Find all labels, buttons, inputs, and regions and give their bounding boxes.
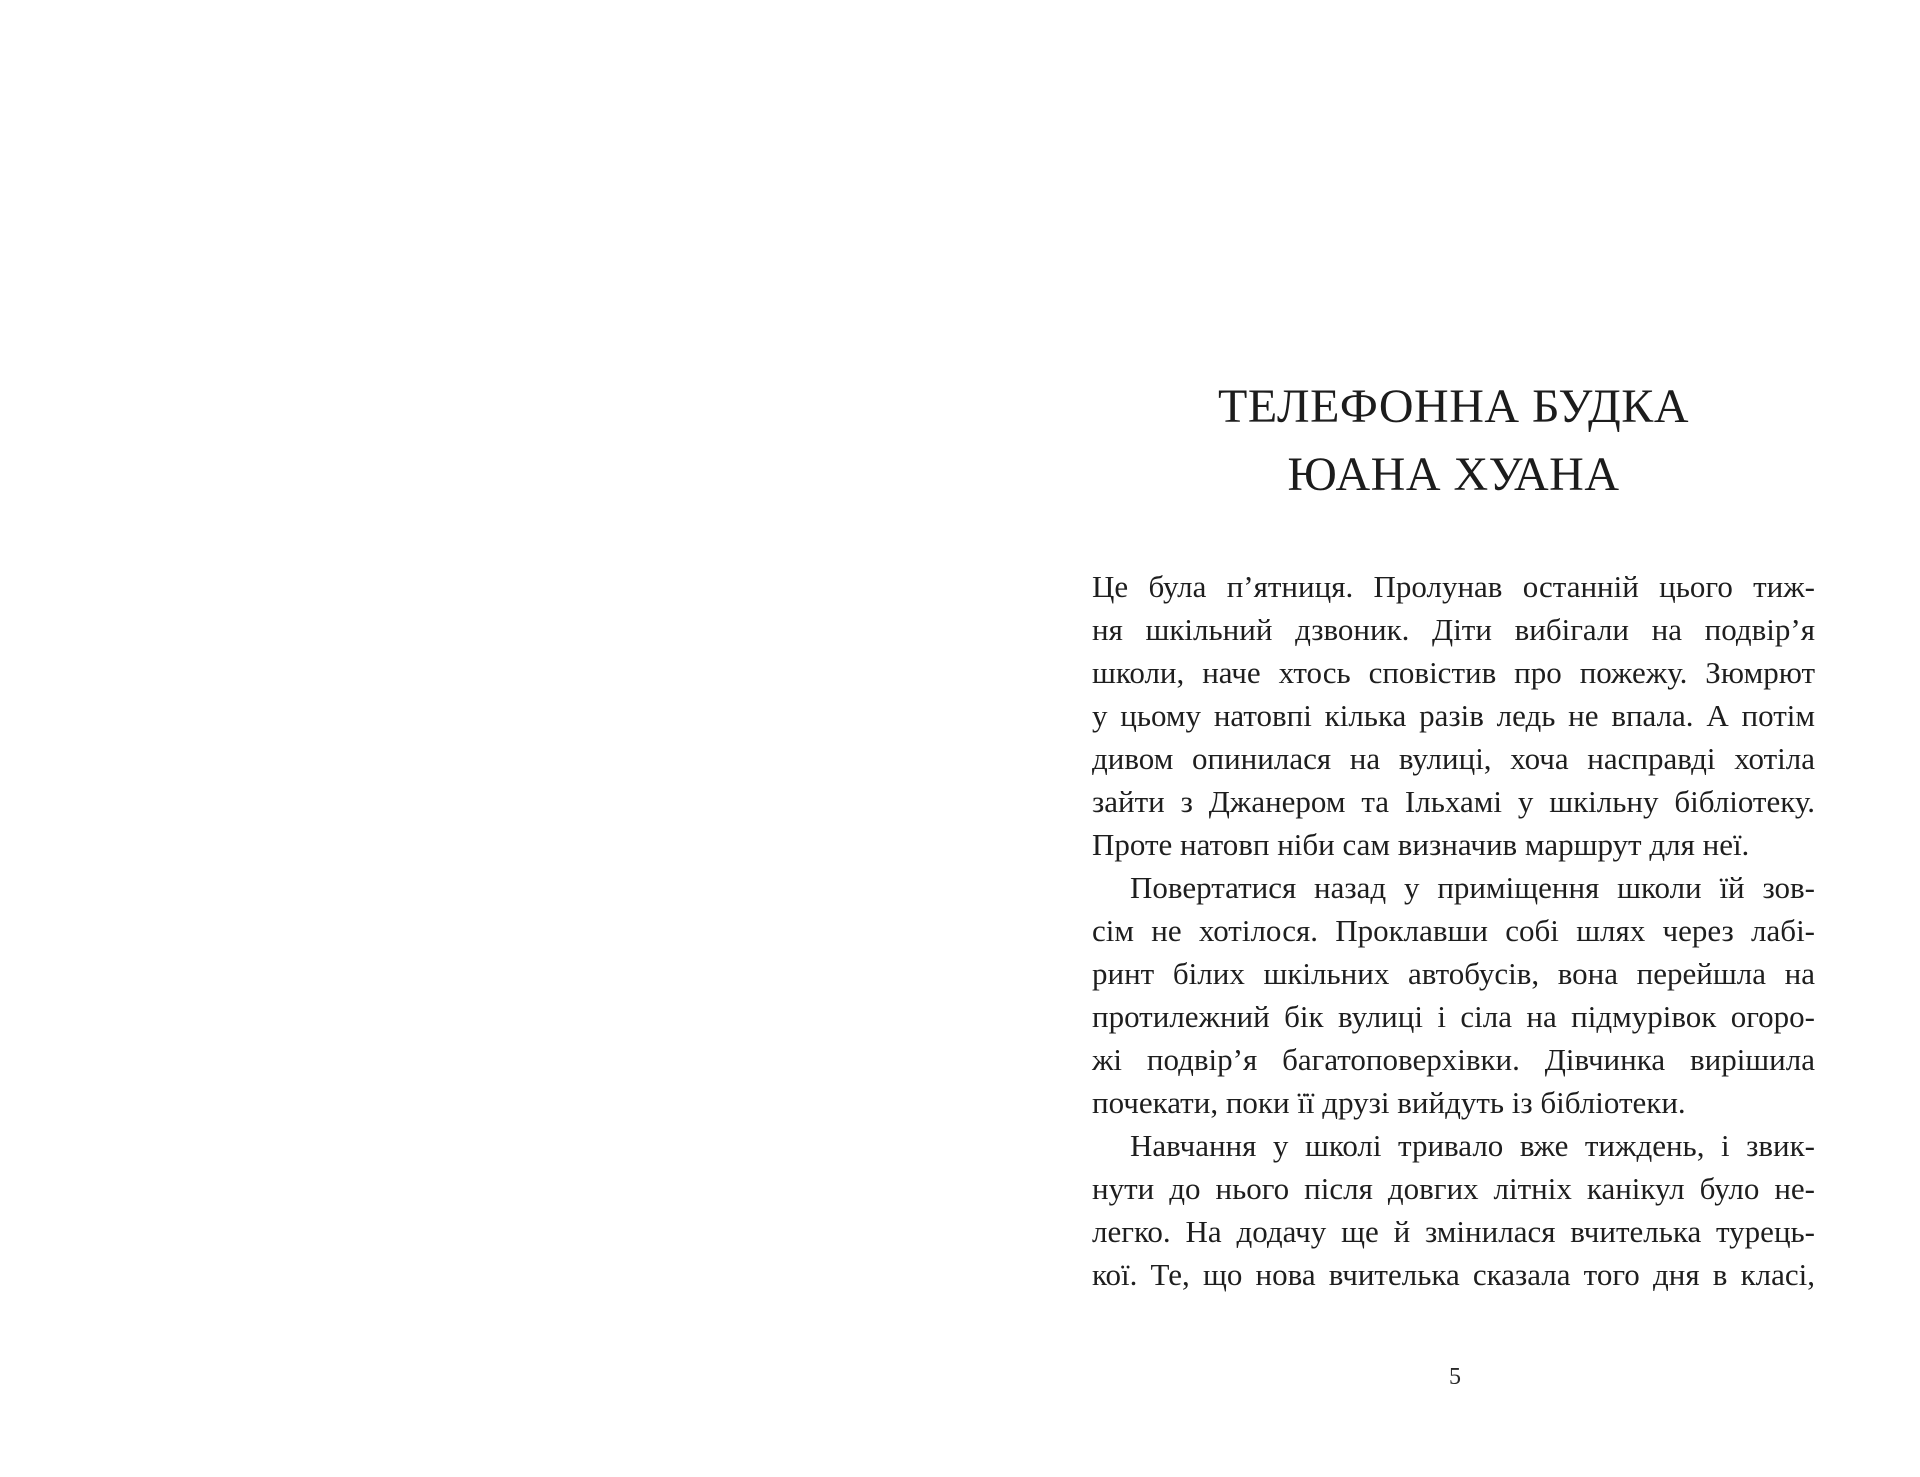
text-line: дивом опинилася на вулиці, хоча насправді хотіла xyxy=(1092,741,1815,776)
text-line: Навчання у школі тривало вже тиждень, і звик- xyxy=(1130,1128,1815,1163)
text-line: кої. Те, що нова вчителька сказала того дня в класі, xyxy=(1092,1257,1815,1292)
text-line: ринт білих шкільних автобусів, вона перейшла на xyxy=(1092,956,1815,991)
text-line: легко. На додачу ще й змінилася вчителька турець- xyxy=(1092,1214,1815,1249)
text-line: зайти з Джанером та Ільхамі у шкільну бібліотеку. xyxy=(1092,784,1815,819)
page-number: 5 xyxy=(1449,1364,1461,1390)
body-text xyxy=(1092,565,1815,1296)
text-line: сім не хотілося. Проклавши собі шлях через лабі- xyxy=(1092,913,1815,948)
text-line: у цьому натовпі кілька разів ледь не впала. А потім xyxy=(1092,698,1815,733)
text-line: Це була п’ятниця. Пролунав останній цього тиж- xyxy=(1092,569,1815,604)
chapter-title xyxy=(1092,373,1815,509)
text-line: протилежний бік вулиці і сіла на підмурівок огоро- xyxy=(1092,999,1815,1034)
chapter-title-line-1: ТЕЛЕФОННА БУДКА xyxy=(1218,380,1689,433)
text-line: Повертатися назад у приміщення школи їй зов- xyxy=(1130,870,1815,905)
text-line: школи, наче хтось сповістив про пожежу. Зюмрют xyxy=(1092,655,1815,690)
text-line: Проте натовп ніби сам визначив маршрут для неї. xyxy=(1092,827,1750,862)
text-line: ня шкільний дзвоник. Діти вибігали на подвір’я xyxy=(1092,612,1815,647)
text-line: жі подвір’я багатоповерхівки. Дівчинка вирішила xyxy=(1092,1042,1815,1077)
chapter-title-line-2: ЮАНА ХУАНА xyxy=(1287,448,1620,501)
text-line: почекати, поки її друзі вийдуть із бібліотеки. xyxy=(1092,1085,1686,1120)
text-line: нути до нього після довгих літніх канікул було не- xyxy=(1092,1171,1815,1206)
